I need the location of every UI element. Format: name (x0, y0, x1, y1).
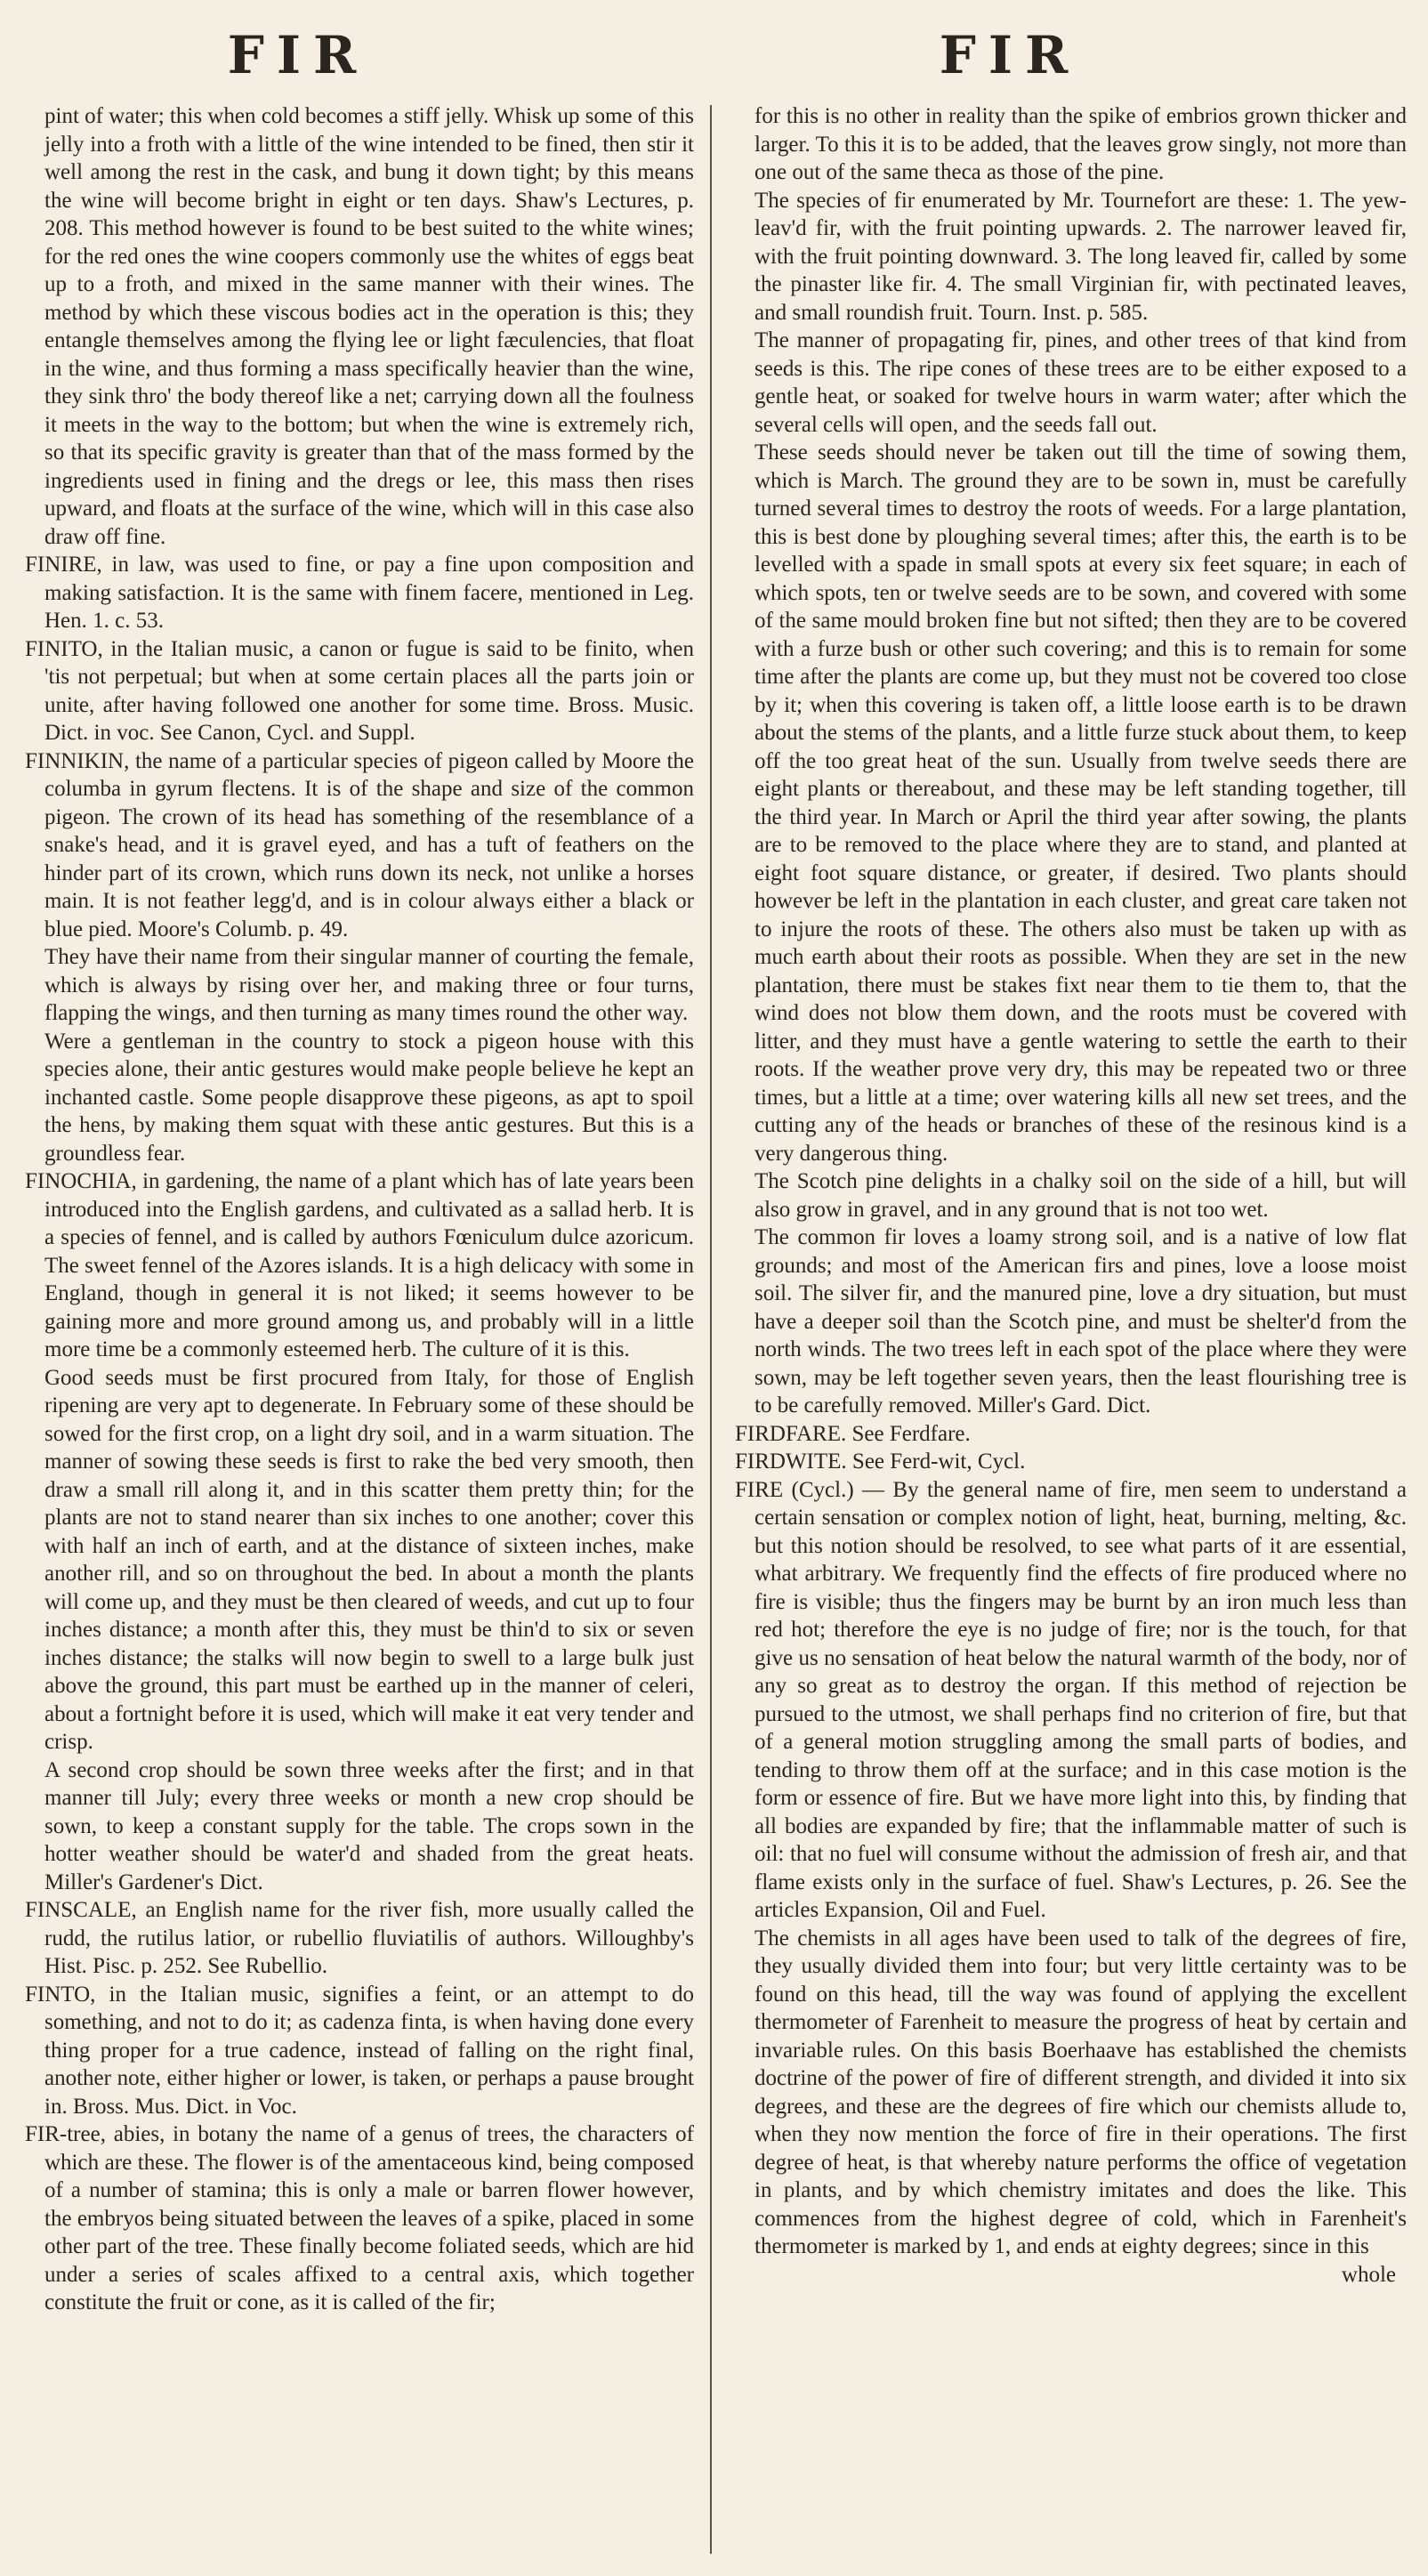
entry-finochia: FINOCHIA, in gardening, the name of a plant which has of late years been introduced into the English gardens, and cultivated as a sallad herb. It is a species of fennel, and is called by authors Fœniculum dulce azoricum. The sweet fennel of the Azores islands. It is a high delicacy with some in England, though in general it is not liked; it seems however to be gaining more and more ground among us, and probably will in a little more time be a commonly esteemed herb. The culture of it is this. (25, 1169, 694, 1361)
paragraph: Good seeds must be first procured from Italy, for those of English ripening are very apt to degenerate. In February some of these should be sowed for the first crop, on a light dry soil, and in a warm situation. The manner of sowing these seeds is first to rake the bed very smooth, then draw a small rill along it, and in this scatter them pretty thin; for the plants are not to stand nearer than six inches to one another; cover this with half an inch of earth, and at the distance of sixteen inches, make another rill, and so on throughout the bed. In about a month the plants will come up, and they must be then cleared of weeds, and cut up to four inches distance; a month after this, they must be thin'd to six or seven inches distance; the stalks will now begin to swell to a large bulk just above the ground, this part must be earthed up in the manner of celeri, about a fortnight before it is used, which will make it eat very tender and crisp. (44, 1365, 694, 1754)
entry-finscale: FINSCALE, an English name for the river fish, more usually called the rudd, the rutilus latior, or rubellio fluviatilis of authors. Willoughby's Hist. Pisc. p. 252. See Rubellio. (25, 1898, 694, 1978)
paragraph: Were a gentleman in the country to stock a pigeon house with this species alone, their antic gestures would make people believe he kept an inchanted castle. Some people disapprove these pigeons, as apt to spoil the hens, by making them squat with these antic gestures. But this is a groundless fear. (44, 1029, 694, 1166)
paragraph: The Scotch pine delights in a chalky soil on the side of a hill, but will also grow in gravel, and in any ground that is not too wet. (754, 1169, 1407, 1222)
running-head-right: FIR (939, 25, 1081, 85)
paragraph: for this is no other in reality than the spike of embrios grown thicker and larger. To this it is to be added, that the leaves grow singly, not more than one out of the same theca as those of the pine. (754, 104, 1407, 184)
right-column (735, 102, 1407, 2567)
entry-finire: FINIRE, in law, was used to fine, or pay a fine upon composition and making satisfaction. It is the same with finem facere, mentioned in Leg. Hen. 1. c. 53. (25, 553, 694, 633)
entry-finito: FINITO, in the Italian music, a canon or fugue is said to be finito, when 'tis not perpetual; but when at some certain places all the parts join or unite, after having followed one another for some time. Bross. Music. Dict. in voc. See Canon, Cycl. and Suppl. (25, 636, 694, 745)
paragraph: A second crop should be sown three weeks after the first; and in that manner till July; every three weeks or month a new crop should be sown, to keep a constant supply for the table. The crops sown in the hotter weather should be water'd and shaded from the great heats. Miller's Gardener's Dict. (44, 1757, 694, 1894)
paragraph: The common fir loves a loamy strong soil, and is a native of low flat grounds; and most of the American firs and pines, love a loose moist soil. The silver fir, and the manured pine, love a dry situation, but must have a deeper soil than the Scotch pine, and must be shelter'd from the north winds. The two trees left in each spot of the place where they were sown, may be left together seven years, then the least flourishing tree is to be carefully removed. Miller's Gard. Dict. (754, 1225, 1407, 1417)
entry-fire: FIRE (Cycl.) — By the general name of fire, men seem to understand a certain sensation or complex notion of light, heat, burning, melting, &c. but this notion should be resolved, to see what parts of it are essential, what arbitrary. We frequently find the effects of fire produced where no fire is visible; thus the fingers may be burnt by an iron much less than red hot; therefore the eye is no judge of fire; nor is the touch, for that give us no sensation of heat below the natural warmth of the body, nor of any so great as to destroy the organ. If this method of rejection be pursued to the utmost, we shall perhaps find no criterion of fire, but that of a general motion struggling among the small parts of bodies, and tending to throw them off at the surface; and in this case motion is the form or essence of fire. But we have more light into this, by finding that all bodies are expanded by fire; that the inflammable matter of such is oil: that no fuel will consume without the admission of fresh air, and that flame exists only in the surface of fuel. Shaw's Lectures, p. 26. See the articles Expansion, Oil and Fuel. (735, 1477, 1407, 1922)
entry-firdwite: FIRDWITE. See Ferd-wit, Cycl. (735, 1450, 1026, 1474)
entry-fir-tree: FIR-tree, abies, in botany the name of a genus of trees, the characters of which are these. The flower is of the amentaceous kind, being composed of a number of stamina; this is only a male or barren flower however, the embryos being situated between the leaves of a spike, placed in some other part of the tree. These finally become foliated seeds, which are hid under a series of scales affixed to a central axis, which together constitute the fruit or cone, as it is called of the fir; (25, 2122, 694, 2314)
paragraph: pint of water; this when cold becomes a stiff jelly. Whisk up some of this jelly into a froth with a little of the wine intended to be fined, then stir it well among the rest in the cask, and bung it down tight; by this means the wine will become bright in eight or ten days. Shaw's Lectures, p. 208. This method however is found to be best suited to the white wines; for the red ones the wine coopers commonly use the whites of eggs beat up to a froth, and mixed in the same manner with their wines. The method by which these viscous bodies act in the operation is this; they entangle themselves among the flying lee or light fæculencies, that float in the wine, and thus forming a mass specifically heavier than the wine, they sink thro' the body thereof like a net; carrying down all the foulness it meets in the way to the bottom; but when the wine is extremely rich, so that its specific gravity is greater than that of the mass formed by the ingredients used in fining and the dregs or lee, this mass then rises upward, and floats at the surface of the wine, which will in this case also draw off fine. (44, 104, 694, 549)
paragraph: The chemists in all ages have been used to talk of the degrees of fire, they usually divided them into four; but very little certainty was to be found on this head, till the way was found of applying the excellent thermometer of Farenheit to measure the progress of heat by certain and invariable rules. On this basis Boerhaave has established the chemists doctrine of the power of fire of different strength, and divided it into six degrees, and these are the degrees of fire which our chemists allude to, when they now mention the force of fire in their operations. The first degree of heat, is that whereby nature performs the office of vegetation in plants, and by which chemistry imitates and does the like. This commences from the highest degree of cold, which in Farenheit's thermometer is marked by 1, and ends at eighty degrees; since in this (754, 1926, 1407, 2258)
column-divider (710, 105, 712, 2554)
entry-finnikin: FINNIKIN, the name of a particular species of pigeon called by Moore the columba in gyrum flectens. It is of the shape and size of the common pigeon. The crown of its head has something of the resemblance of a snake's head, and it is gravel eyed, and has a tuft of feathers on the hinder part of its crown, which runs down its neck, not unlike a horses main. It is not feather legg'd, and is in colour always either a black or blue pied. Moore's Columb. p. 49. (25, 748, 694, 941)
catchword: whole (1341, 2262, 1396, 2287)
paragraph: They have their name from their singular manner of courting the female, which is always by rising over her, and making three or four turns, flapping the wings, and then turning as many times round the other way. (44, 945, 694, 1025)
left-column (25, 102, 694, 2567)
paragraph: These seeds should never be taken out till the time of sowing them, which is March. The ground they are to be sown in, must be carefully turned several times to destroy the roots of weeds. For a large plantation, this is best done by ploughing several times; after this, the earth is to be levelled with a spade in small spots at every six feet square; in each of which spots, ten or twelve seeds are to be sown, and covered with some of the same mould broken fine but not sifted; then they are to be covered with a furze bush or other such covering; and this is to remain for some time after the plants are come up, but they must not be covered too close by it; when this covering is taken off, a little loose earth is to be drawn about the stems of the plants, and a little furze stuck about them, to keep off the too great heat of the sun. Usually from twelve seeds there are eight plants or thereabout, and these may be left standing together, till the third year. In March or April the third year after sowing, the plants are to be removed to the place where they are to stand, and planted at eight foot square distance, or greater, if desired. Two plants should however be left in the plantation in each cluster, and great care taken not to injure the roots of these. The others also must be taken up with as much earth about their roots as possible. When they are set in the new plantation, there must be stakes fixt near them to tie them to, that the wind does not blow them down, and the roots must be covered with litter, and they must have a gentle watering to settle the earth to their roots. If the weather prove very dry, this may be repeated two or three times, but a little at a time; over watering kills all new set trees, and the cutting any of the heads or branches of these of the resinous kind is a very dangerous thing. (754, 440, 1407, 1166)
paragraph: The manner of propagating fir, pines, and other trees of that kind from seeds is this. The ripe cones of these trees are to be either exposed to a gentle heat, or soaked for twelve hours in warm water; after which the several cells will open, and the seeds fall out. (754, 328, 1407, 437)
entry-firdfare: FIRDFARE. See Ferdfare. (735, 1421, 971, 1446)
running-head-left: FIR (227, 25, 369, 85)
entry-finto: FINTO, in the Italian music, signifies a feint, or an attempt to do something, and not to do it; as cadenza finta, is when having done every thing proper for a true cadence, instead of falling on the right final, another note, either higher or lower, is taken, or perhaps a pause brought in. Bross. Mus. Dict. in Voc. (25, 1982, 694, 2119)
paragraph: The species of fir enumerated by Mr. Tournefort are these: 1. The yew-leav'd fir, with the fruit pointing upwards. 2. The narrower leaved fir, with the fruit pointing downward. 3. The long leaved fir, called by some the pinaster like fir. 4. The small Virginian fir, with pectinated leaves, and small roundish fruit. Tourn. Inst. p. 585. (754, 188, 1407, 325)
